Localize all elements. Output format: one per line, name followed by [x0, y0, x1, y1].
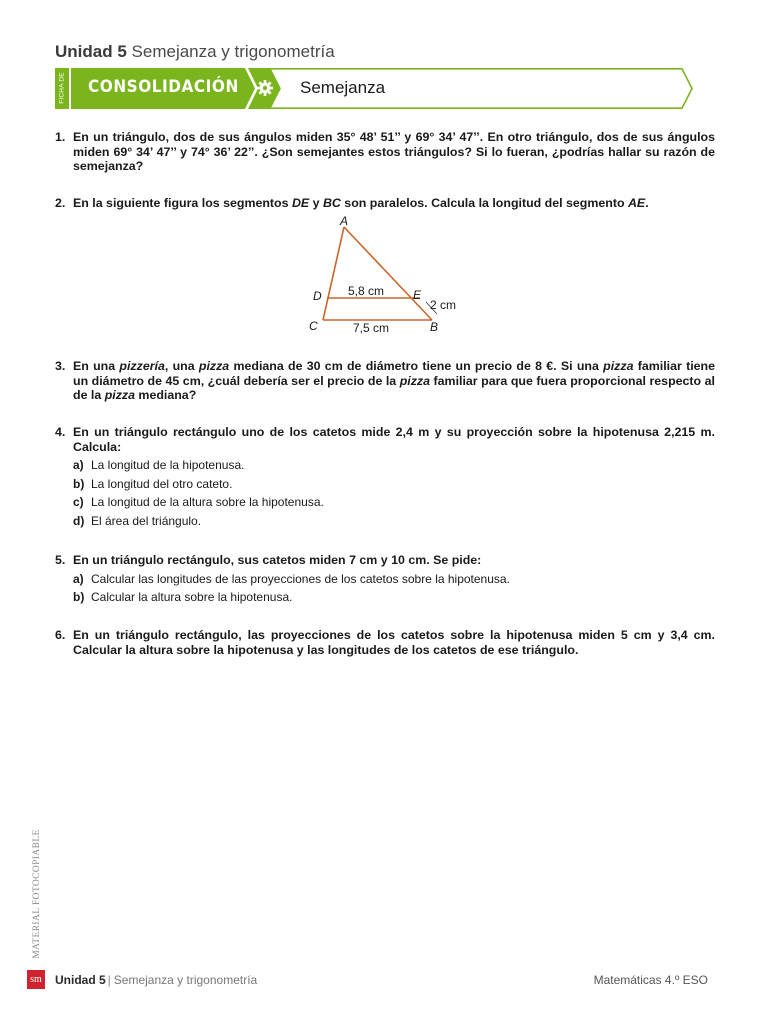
- question-number: 1.: [55, 130, 66, 144]
- question-6: [55, 628, 715, 657]
- unit-label: Unidad 5: [55, 42, 127, 61]
- footer-unit: Unidad 5 | Semejanza y trigonometría: [55, 973, 258, 987]
- gear-icon: [255, 78, 275, 98]
- ficha-label: FICHA DE: [58, 72, 66, 104]
- question-text: En un triángulo rectángulo uno de los catetos mide 2,4 m y su proyección sobre la hipotenusa 2,215 m. Calcula:: [73, 425, 715, 454]
- label-e: E: [413, 288, 422, 302]
- list-item: a) Calcular las longitudes de las proyecciones de los catetos sobre la hipotenusa.: [73, 571, 510, 586]
- banner-title: Semejanza: [300, 78, 386, 97]
- length-cb: 7,5 cm: [353, 321, 390, 335]
- side-ab: [344, 227, 432, 320]
- question-text: En un triángulo rectángulo, sus catetos miden 7 cm y 10 cm. Se pide:: [73, 553, 482, 567]
- question-number: 5.: [55, 553, 66, 567]
- question-2: [55, 196, 715, 211]
- consolidacion-label: CONSOLIDACIÓN: [88, 77, 239, 97]
- label-c: C: [309, 319, 318, 333]
- length-de: 5,8 cm: [348, 284, 385, 298]
- question-3: [55, 359, 715, 403]
- length-eb: 2 cm: [430, 298, 457, 312]
- side-ac: [323, 227, 344, 320]
- unit-header: [55, 42, 335, 62]
- unit-title: Semejanza y trigonometría: [131, 42, 335, 61]
- triangle-figure: [300, 213, 470, 338]
- list-item: b) La longitud del otro cateto.: [73, 476, 233, 491]
- question-text: En un triángulo rectángulo, las proyecciones de los catetos sobre la hipotenusa miden 5 cm y 3,4 cm. Calcular la altura sobre la hipotenusa y las longitudes de los catetos de ese triángulo.: [73, 628, 715, 657]
- footer-course: Matemáticas 4.º ESO: [593, 973, 708, 987]
- side-text: MATERIAL FOTOCOPIABLE: [32, 829, 42, 959]
- question-number: 2.: [55, 196, 66, 210]
- question-number: 3.: [55, 359, 66, 373]
- question-1: [55, 130, 715, 174]
- question-text: En la siguiente figura los segmentos DE y BC son paralelos. Calcula la longitud del segmento AE.: [73, 196, 649, 210]
- list-item: d) El área del triángulo.: [73, 513, 202, 528]
- question-text: En una pizzería, una pizza mediana de 30 cm de diámetro tiene un precio de 8 €. Si una pizza familiar tiene un diámetro de 45 cm, ¿cuál debería ser el precio de la pizza familiar para que fuera proporcional respecto al de la pizza mediana?: [73, 359, 716, 402]
- question-4: [55, 425, 715, 528]
- list-item: b) Calcular la altura sobre la hipotenusa.: [73, 590, 293, 604]
- label-b: B: [430, 320, 439, 334]
- question-text: En un triángulo, dos de sus ángulos miden 35° 48’ 51’’ y 69° 34’ 47’’. En otro triángulo, dos de sus ángulos miden 69° 34’ 47’’ y 74° 36’ 22’’. ¿Son semejantes estos triángulos? Si lo fueran, ¿podrías hallar su razón de semejanza?: [73, 130, 715, 173]
- question-number: 4.: [55, 425, 66, 439]
- question-5: [55, 553, 715, 605]
- sm-logo: sm: [27, 970, 45, 989]
- list-item: a) La longitud de la hipotenusa.: [73, 458, 245, 472]
- question-number: 6.: [55, 628, 66, 642]
- label-d: D: [313, 289, 322, 303]
- label-a: A: [340, 214, 349, 228]
- list-item: c) La longitud de la altura sobre la hipotenusa.: [73, 495, 324, 509]
